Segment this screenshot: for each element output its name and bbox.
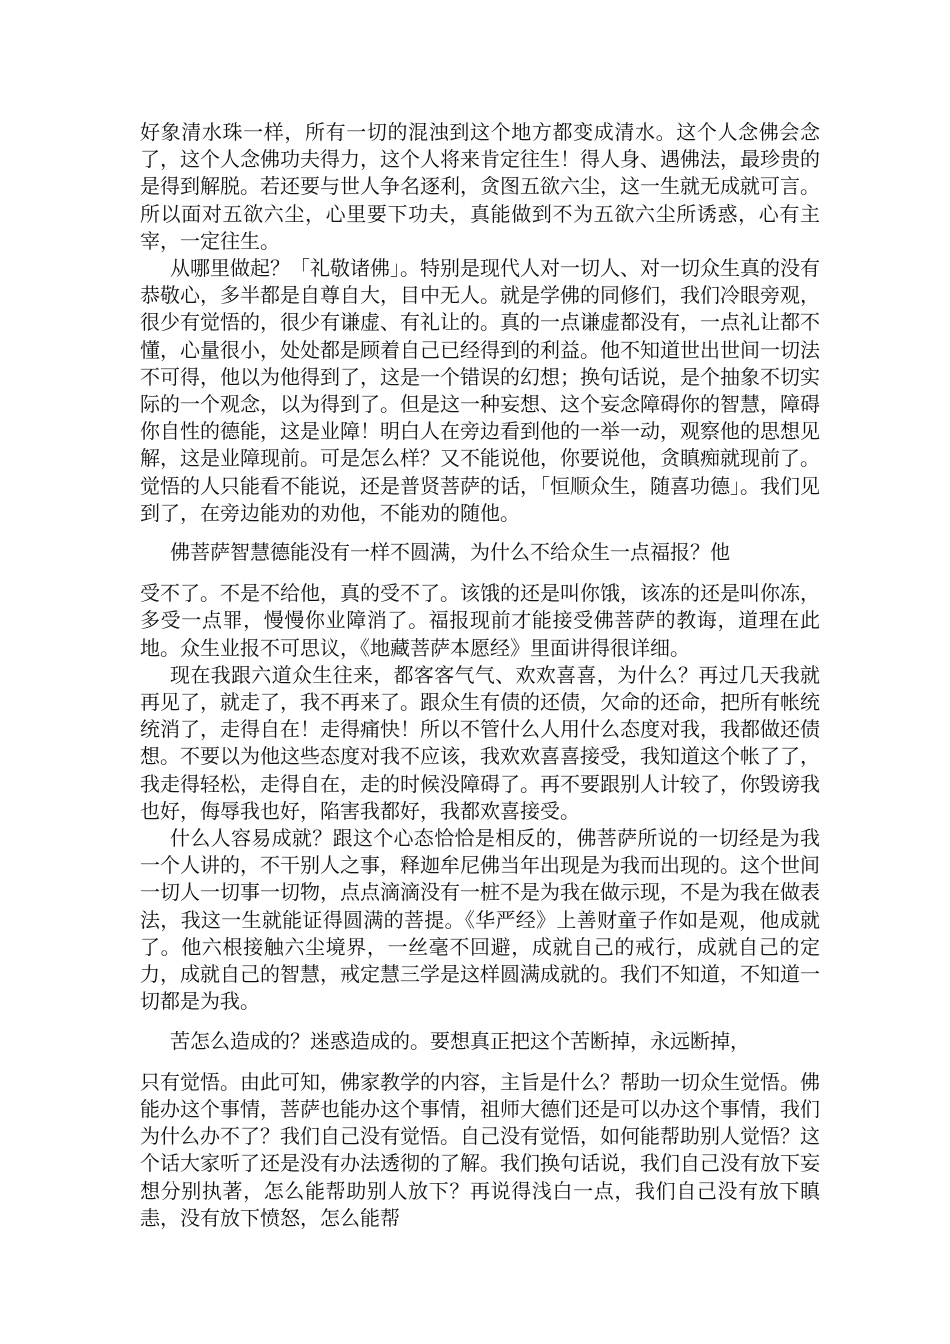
- paragraph-8: 只有觉悟。由此可知，佛家教学的内容，主旨是什么？帮助一切众生觉悟。佛能办这个事情，菩萨也能办这个事情，祖师大德们还是可以办这个事情，我们为什么办不了？我们自己没有觉悟。自己没有觉悟，如何能帮助别人觉悟？这个话大家听了还是没有办法透彻的了解。我们换句话说，我们自己没有放下妄想分别执著，怎么能帮助别人放下？再说得浅白一点，我们自己没有放下瞋恚，没有放下愤怒，怎么能帮: [140, 1069, 820, 1230]
- paragraph-7: 苦怎么造成的？迷惑造成的。要想真正把这个苦断掉，永远断掉，: [170, 1028, 750, 1053]
- paragraph-2: 从哪里做起？「礼敬诸佛」。特别是现代人对一切人、对一切众生真的没有恭敬心，多半都是自尊自大，目中无人。就是学佛的同修们，我们冷眼旁观，很少有觉悟的，很少有谦虚、有礼让的。真的一点谦虚都没有，一点礼让都不懂，心量很小，处处都是顾着自己已经得到的利益。他不知道世出世间一切法不可得，他以为他得到了，这是一个错误的幻想；换句话说，是个抽象不切实际的一个观念，以为得到了。但是这一种妄想、这个妄念障碍你的智慧，障碍你自性的德能，这是业障！明白人在旁边看到他的一举一动，观察他的思想见解，这是业障现前。可是怎么样？又不能说他，你要说他，贪瞋痴就现前了。觉悟的人只能看不能说，还是普贤菩萨的话，「恒顺众生，随喜功德」。我们见到了，在旁边能劝的劝他，不能劝的随他。: [140, 256, 820, 525]
- document-body: [140, 119, 820, 1232]
- paragraph-5: 现在我跟六道众生往来，都客客气气、欢欢喜喜，为什么？再过几天我就再见了，就走了，我不再来了。跟众生有债的还债，欠命的还命，把所有帐统统消了，走得自在！走得痛快！所以不管什么人用什么态度对我，我都做还债想。不要以为他这些态度对我不应该，我欢欢喜喜接受，我知道这个帐了了，我走得轻松，走得自在，走的时候没障碍了。再不要跟别人计较了，你毁谤我也好，侮辱我也好，陷害我都好，我都欢喜接受。: [140, 662, 820, 823]
- paragraph-6: 什么人容易成就？跟这个心态恰恰是相反的，佛菩萨所说的一切经是为我一个人讲的，不干别人之事，释迦牟尼佛当年出现是为我而出现的。这个世间一切人一切事一切物，点点滴滴没有一桩不是为我在做示现，不是为我在做表法，我这一生就能证得圆满的菩提。《华严经》上善财童子作如是观，他成就了。他六根接触六尘境界，一丝毫不回避，成就自己的戒行，成就自己的定力，成就自己的智慧，戒定慧三学是这样圆满成就的。我们不知道，不知道一切都是为我。: [140, 826, 820, 1014]
- paragraph-4: 受不了。不是不给他，真的受不了。该饿的还是叫你饿，该冻的还是叫你冻，多受一点罪，慢慢你业障消了。福报现前才能接受佛菩萨的教诲，道理在此地。众生业报不可思议，《地藏菩萨本愿经》里面讲得很详细。: [140, 581, 820, 660]
- paragraph-3: 佛菩萨智慧德能没有一样不圆满，为什么不给众生一点福报？他: [170, 540, 730, 565]
- paragraph-1: 好象清水珠一样，所有一切的混浊到这个地方都变成清水。这个人念佛会念了，这个人念佛功夫得力，这个人将来肯定往生！得人身、遇佛法，最珍贵的是得到解脱。若还要与世人争名逐利，贪图五欲六尘，这一生就无成就可言。所以面对五欲六尘，心里要下功夫，真能做到不为五欲六尘所诱惑，心有主宰，一定往生。: [140, 120, 820, 253]
